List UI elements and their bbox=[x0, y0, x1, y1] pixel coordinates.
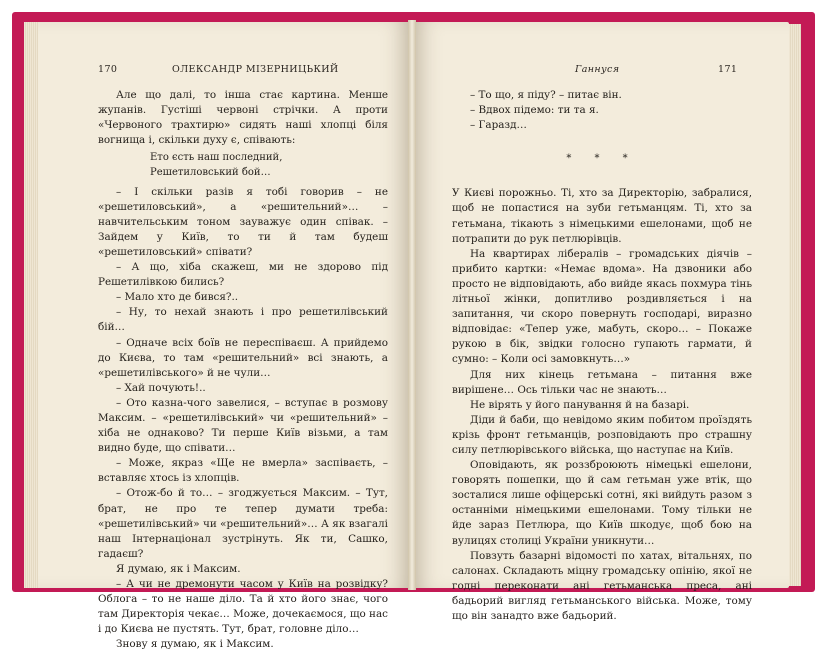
paragraph: У Києві порожньо. Ті, хто за Директорію, забралися, щоб не попастися на зуби гетьманцям. Ті, хто за гетьмана, тікають з німецькими ешелонами, щоб не потрапити до рук петлюрівців. bbox=[452, 187, 752, 245]
left-page-number: 170 bbox=[98, 64, 118, 75]
page-edges-right bbox=[787, 24, 801, 586]
paragraph: – Мало хто де бився?.. bbox=[116, 291, 239, 304]
song-verse bbox=[98, 150, 388, 180]
paragraph: Діди й баби, що невідомо яким побитом проїздять крізь фронт гетьманців, розповідають про страшну силу петлюрівського війська, що наступає на Київ. bbox=[452, 413, 752, 456]
paragraph: – Отож-бо й то… – згоджується Максим. – Тут, брат, не про те тепер думати треба: «решетилівський» чи «решительний»… А як взагалі наш Інтернаціонал зустрінуть. Як ти, Сашко, гадаєш? bbox=[98, 487, 388, 560]
paragraph: Оповідають, як роззброюють німецькі ешелони, говорять пошепки, що й сам гетьман уже втік, що зосталися лише офіцерські сотні, які вийдуть разом з останніми німецькими ешелонами. Тому тільки не йде зараз Петлюра, що Київ шкодує, щоб бою на вулицях столиці України уникнути… bbox=[452, 459, 752, 547]
paragraph: Я думаю, як і Максим. bbox=[116, 562, 241, 575]
paragraph: – Хай почують!.. bbox=[116, 381, 206, 394]
paragraph: – Ото казна-чого завелися, – вступає в розмову Максим. – «решетилівський» чи «решительний» – хіба не однаково? Ти перше Київ візьми, а там видно буде, що співати… bbox=[98, 396, 388, 455]
paragraph: Для них кінець гетьмана – питання вже вирішене… Ось тільки час не знають… bbox=[452, 368, 752, 396]
section-separator: * * * bbox=[566, 153, 638, 165]
paragraph: – Одначе всіх боїв не переспіваєш. А прийдемо до Києва, то там «решительний» всі знають, а «решетилівського» й не чули… bbox=[98, 336, 388, 379]
paragraph: – Може, якраз «Ще не вмерла» заспіваєть, – вставляє хтось із хлопців. bbox=[98, 457, 388, 485]
paragraph: – А чи не дремонути часом у Київ на розвідку? Облога – то не наше діло. Та й хто його знає, чого там Директорія чекає… Може, дочекаємося, що нас і до Києва не пустять. Тут, брат, головне діло… bbox=[98, 578, 388, 636]
right-running-head: Ганнуся bbox=[575, 64, 620, 75]
paragraph: На квартирах лібералів – громадських діячів – прибито картки: «Немає вдома». На дзвоники або просто не відповідають, або вийде якась похмура тінь літньої жінки, допитливо роздивляється і на запитання, чи скоро повернуть господарі, виразно відповідає: «Тепер уже, мабуть, скоро… – Покаже рукою в бік, звідки голосно гупають гармати, й сумно: – Коли осі замовкнуть…» bbox=[452, 247, 752, 366]
book-spine-gutter bbox=[408, 20, 416, 590]
paragraph: – І скільки разів я тобі говорив – не «решетиловський», а «решительний»… – навчительським тоном зауважує один співак. – Зайдем у Київ, то ти й там будеш «решетиловський» співати? bbox=[98, 185, 388, 258]
paragraph: – А що, хіба скажеш, ми не здорово під Решетилівкою бились? bbox=[98, 261, 388, 289]
paragraph: Але що далі, то інша стає картина. Менше жупанів. Густіші червоні стрічки. А проти «Червоного трахтирю» сидять наші хлопці біля вогнища і, скільки духу є, співають: bbox=[98, 89, 388, 147]
paragraph: – Ну, то нехай знають і про решетилівський бій… bbox=[98, 306, 388, 334]
left-running-head: ОЛЕКСАНДР МІЗЕРНИЦЬКИЙ bbox=[172, 64, 339, 75]
paragraph: Не вірять у його панування й на базарі. bbox=[470, 398, 690, 411]
paragraph: Повзуть базарні відомості по хатах, вітальнях, по салонах. Складають міцну громадську опінію, якої не годні переконати ані гетьманська преса, ані бадьорий вигляд гетьманського війська. Може, тому що він занадто вже бадьорий. bbox=[452, 549, 752, 622]
left-page-text bbox=[98, 88, 388, 652]
dialogue-line: – То що, я піду? – питає він. bbox=[470, 89, 622, 101]
paragraph: Знову я думаю, як і Максим. bbox=[116, 638, 274, 651]
right-page-number: 171 bbox=[718, 64, 738, 75]
verse-line: Ето єсть наш последний, bbox=[150, 152, 283, 164]
dialogue-line: – Гаразд… bbox=[470, 119, 527, 132]
right-page-text bbox=[452, 88, 752, 624]
dialogue-line: – Вдвох підемо: ти та я. bbox=[470, 104, 599, 117]
verse-line: Решетиловський бой… bbox=[150, 167, 271, 179]
